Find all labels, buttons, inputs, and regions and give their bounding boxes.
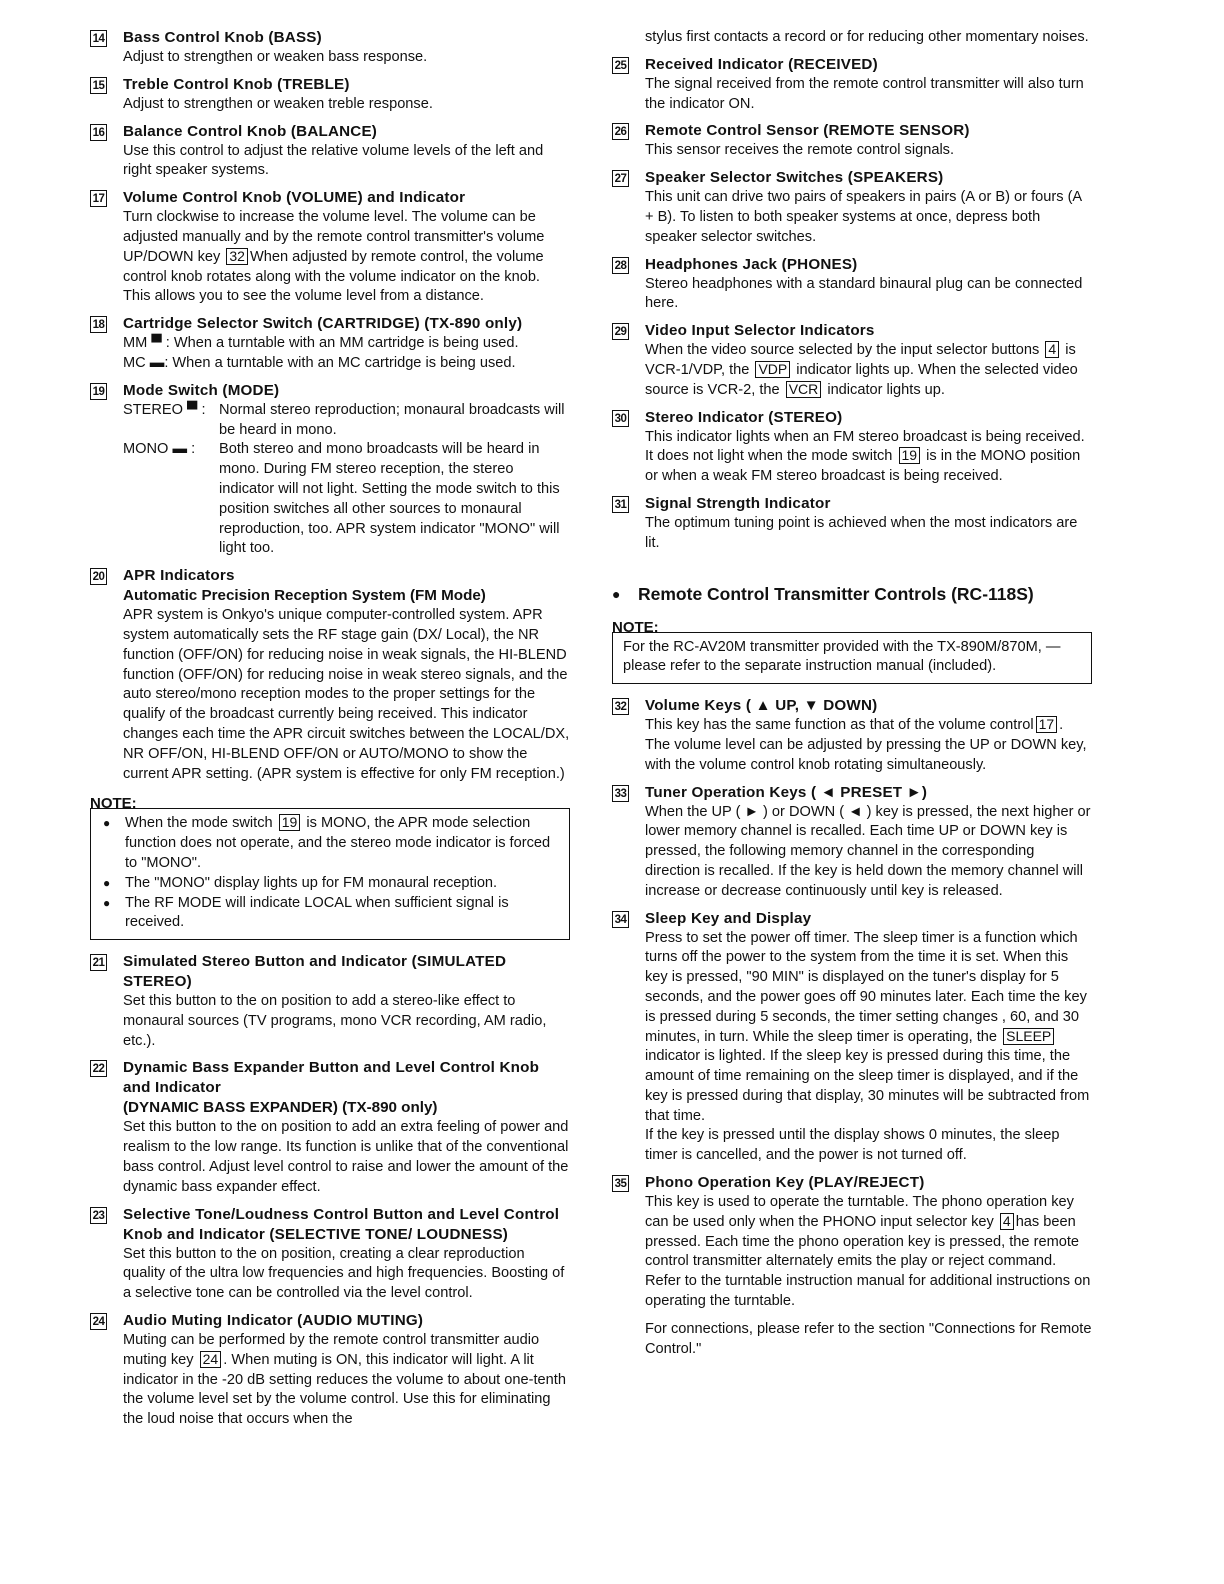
item-number: 26 — [612, 123, 629, 140]
item-speakers — [612, 168, 1092, 247]
note-heading: NOTE: — [612, 618, 1092, 638]
item-video-input — [612, 321, 1092, 400]
item-number: 24 — [90, 1313, 107, 1330]
item-text: The optimum tuning point is achieved when the most indicators are lit. — [645, 514, 1078, 551]
option-row — [123, 440, 570, 559]
item-received — [612, 55, 1092, 115]
item-title: Selective Tone/Loudness Control Button and Level Control Knob and Indicator (SELECTIVE TONE/ LOUDNESS) — [123, 1205, 560, 1243]
reference-box: 17 — [1036, 716, 1058, 733]
item-audio-muting — [90, 1311, 570, 1430]
item-title: Sleep Key and Display — [645, 909, 812, 927]
reference-box: SLEEP — [1003, 1028, 1054, 1045]
item-number: 18 — [90, 316, 107, 333]
item-number: 30 — [612, 410, 629, 427]
section-heading: ● Remote Control Transmitter Controls (RC-118S) — [612, 583, 1034, 604]
item-number: 21 — [90, 954, 107, 971]
item-text: Set this button to the on position to add a stereo-like effect to monaural sources (TV programs, mono VCR recording, AM radio, etc.). — [123, 993, 547, 1049]
item-title: Headphones Jack (PHONES) — [645, 255, 858, 273]
item-title: Balance Control Knob (BALANCE) — [123, 122, 378, 140]
item-remote-sensor — [612, 121, 1092, 161]
item-title: Cartridge Selector Switch (CARTRIDGE) (TX-890 only) — [123, 315, 523, 333]
note-bullet: ● The "MONO" display lights up for FM monaural reception. — [103, 874, 498, 891]
left-column — [90, 28, 570, 1437]
item-dynamic-bass — [90, 1058, 570, 1197]
note-bullet: ● The RF MODE will indicate LOCAL when sufficient signal is received. — [103, 894, 509, 931]
item-title: Bass Control Knob (BASS) — [123, 29, 322, 46]
item-number: 32 — [612, 698, 629, 715]
item-title: Signal Strength Indicator — [645, 494, 831, 512]
item-title: Received Indicator (RECEIVED) — [645, 55, 878, 73]
item-text: This unit can drive two pairs of speakers in pairs (A or B) or fours (A + B). To listen to both speaker systems at once, depress both speaker selector switches. — [645, 189, 1082, 245]
item-stereo-indicator — [612, 408, 1092, 487]
item-text: The signal received from the remote control transmitter will also turn the indicator ON. — [645, 75, 1084, 112]
item-volume — [90, 188, 570, 307]
option-text: When a turntable with an MC cartridge is being used. — [172, 354, 516, 371]
item-title: Phono Operation Key (PLAY/REJECT) — [645, 1174, 925, 1192]
item-number: 29 — [612, 323, 629, 340]
reference-box: 4 — [1000, 1213, 1014, 1230]
item-text: If the key is pressed until the display shows 0 minutes, the sleep timer is cancelled, and the power is not turned off. — [645, 1127, 1060, 1164]
item-number: 33 — [612, 785, 629, 802]
item-treble — [90, 75, 570, 115]
reference-box: 32 — [226, 248, 248, 265]
item-number: 19 — [90, 383, 107, 400]
note-heading: NOTE: — [90, 794, 570, 814]
item-subtitle: Automatic Precision Reception System (FM Mode) — [123, 587, 486, 605]
item-title: Tuner Operation Keys ( ◄ PRESET ►) — [645, 783, 928, 801]
reference-box: 24 — [200, 1351, 222, 1368]
item-apr — [90, 566, 570, 784]
item-text: This indicator lights when an FM stereo broadcast is being received. It does not light when the mode switch 19 is in the MONO position or when a weak FM stereo broadcast is being received. — [645, 428, 1085, 485]
item-title: Volume Keys ( ▲ UP, ▼ DOWN) — [645, 697, 878, 715]
reference-box: 19 — [899, 447, 921, 464]
option-label: MM ▀ : — [123, 335, 170, 352]
item-number: 14 — [90, 30, 107, 47]
item-text: Set this button to the on position to add an extra feeling of power and realism to the low range. Its function is unlike that of the conventional bass control. Adjust level control to raise and lower the amount of the dynamic bass expander effect. — [123, 1119, 569, 1195]
item-text: Adjust to strengthen or weaken bass response. — [123, 49, 428, 65]
item-selective-tone — [90, 1205, 570, 1304]
item-text: For connections, please refer to the section "Connections for Remote Control." — [645, 1320, 1092, 1357]
item-title: Speaker Selector Switches (SPEAKERS) — [645, 169, 944, 187]
note-box — [90, 808, 570, 940]
item-title: Video Input Selector Indicators — [645, 322, 875, 340]
item-text: Set this button to the on position, creating a clear reproduction quality of the ultra low frequencies and high frequencies. Boosting of a selective tone can be controlled via the level control. — [123, 1245, 565, 1302]
item-sleep — [612, 909, 1092, 1167]
item-volume-keys — [612, 696, 1092, 775]
item-text: Press to set the power off timer. The sleep timer is a function which turns off the power to the system from the time it is set. When this key is pressed, "90 MIN" is displayed on the tuner's display for 5 seconds, and the power goes off 90 minutes later. Each time the key is pressed during 5 seconds, the timer setting changes , 60, and 30 minutes, in turn. While the sleep timer is operating, the SLEEP indicator is lighted. If the sleep key is pressed during this time, the amount of time remaining on the sleep timer is displayed, and if the key is pressed during that display, 30 minutes will be subtracted from that time. — [645, 929, 1090, 1124]
option-row — [123, 401, 570, 441]
item-number: 28 — [612, 257, 629, 274]
reference-box: VDP — [755, 361, 790, 378]
item-text: Muting can be performed by the remote control transmitter audio muting key 24 . When muting is ON, this indicator will light. A lit indicator in the -20 dB setting reduces the volume to about one-tenth the volume level set by the volume control. Use this for eliminating the loud noise that occurs when the — [123, 1332, 566, 1428]
item-tuner-keys — [612, 783, 1092, 902]
continued-text — [612, 28, 1092, 48]
item-phono — [612, 1173, 1092, 1359]
option-row — [123, 354, 570, 374]
option-label: MC ▬: — [123, 354, 169, 371]
right-column — [612, 28, 1092, 1366]
item-simulated-stereo — [90, 952, 570, 1051]
item-number: 23 — [90, 1207, 107, 1224]
item-balance — [90, 122, 570, 182]
item-number: 25 — [612, 57, 629, 74]
item-title: Treble Control Knob (TREBLE) — [123, 75, 350, 93]
note-bullet: ● When the mode switch 19 is MONO, the APR mode selection function does not operate, and the stereo mode indicator is forced to "MONO". — [103, 814, 551, 871]
note-box — [612, 632, 1092, 685]
option-row — [123, 334, 570, 354]
item-number: 15 — [90, 77, 107, 94]
item-title: Mode Switch (MODE) — [123, 381, 280, 399]
item-title: Stereo Indicator (STEREO) — [645, 408, 843, 426]
item-mode — [90, 381, 570, 559]
item-text: This key has the same function as that of the volume control 17 . The volume level can be adjusted by pressing the UP or DOWN key, with the volume control knob rotating simultaneously. — [645, 716, 1087, 773]
option-label: MONO ▬ : — [123, 441, 196, 458]
option-text: Both stereo and mono broadcasts will be heard in mono. During FM stereo reception, the stereo indicator will not light. Setting the mode switch to this position switches all other sources to monaural reproduction, too. APR system indicator "MONO" will light too. — [219, 441, 560, 557]
item-number: 22 — [90, 1060, 107, 1077]
item-number: 34 — [612, 911, 629, 928]
item-number: 17 — [90, 190, 107, 207]
option-text: When a turntable with an MM cartridge is being used. — [173, 335, 519, 352]
item-number: 27 — [612, 170, 629, 187]
note-text: For the RC-AV20M transmitter provided with the TX-890M/870M, —please refer to the separate instruction manual (included). — [623, 638, 1061, 675]
item-text: Stereo headphones with a standard binaural plug can be connected here. — [645, 275, 1083, 312]
item-text: stylus first contacts a record or for reducing other momentary noises. — [645, 29, 1089, 45]
item-subtitle: (DYNAMIC BASS EXPANDER) (TX-890 only) — [123, 1099, 438, 1117]
item-title: Simulated Stereo Button and Indicator (SIMULATED STEREO) — [123, 953, 507, 991]
reference-box: VCR — [786, 381, 822, 398]
item-text: Adjust to strengthen or weaken treble response. — [123, 95, 433, 112]
item-bass — [90, 28, 570, 68]
option-text: Normal stereo reproduction; monaural broadcasts will be heard in mono. — [219, 401, 565, 438]
reference-box: 4 — [1045, 341, 1059, 358]
item-text: When the video source selected by the input selector buttons 4 is VCR-1/VDP, the VDP indicator lights up. When the selected video source is VCR-2, the VCR indicator lights up. — [645, 341, 1078, 398]
item-number: 16 — [90, 124, 107, 141]
item-number: 20 — [90, 568, 107, 585]
item-number: 35 — [612, 1175, 629, 1192]
item-title: Dynamic Bass Expander Button and Level Control Knob and Indicator — [123, 1059, 540, 1097]
item-text: Use this control to adjust the relative volume levels of the left and right speaker systems. — [123, 142, 544, 179]
option-label: STEREO ▀ : — [123, 401, 206, 418]
item-title: Remote Control Sensor (REMOTE SENSOR) — [645, 122, 970, 140]
item-phones — [612, 255, 1092, 315]
item-text: This key is used to operate the turntable. The phono operation key can be used only when the PHONO input selector key 4 has been pressed. Each time the phono operation key is pressed, the remote control transmitter alternately emits the play or reject command. Refer to the turntable instruction manual for additional instructions on operating the turntable. — [645, 1194, 1091, 1310]
item-title: Audio Muting Indicator (AUDIO MUTING) — [123, 1312, 424, 1330]
item-title: APR Indicators — [123, 567, 235, 585]
item-text: APR system is Onkyo's unique computer-controlled system. APR system automatically sets the RF stage gain (DX/ Local), the NR function (OFF/ON) for reducing noise in weak signals, the HI-BLEND function (OFF/ON) for reducing noise in weak stereo signals, and the auto stereo/mono reception modes to the proper settings for the qualify of the broadcast currently being received. This indicator changes each time the APR circuit switches between the LOCAL/DX, NR OFF/ON, HI-BLEND OFF/ON or AUTO/MONO to show the current APR setting. (APR system is effective for only FM reception.) — [123, 607, 570, 782]
item-text: This sensor receives the remote control signals. — [645, 142, 955, 159]
item-number: 31 — [612, 496, 629, 513]
item-cartridge — [90, 314, 570, 374]
item-text: Turn clockwise to increase the volume level. The volume can be adjusted manually and by the remote control transmitter's volume UP/DOWN key 32 When adjusted by remote control, the volume control knob rotates along with the volume indicator on the knob. This allows you to see the volume level from a distance. — [123, 209, 545, 305]
item-text: When the UP ( ► ) or DOWN ( ◄ ) key is pressed, the next higher or lower memory channel is recalled. Each time UP or DOWN key is pressed, the following memory channel in the corresponding direction is recalled. If the key is held down the memory channel will increase or decrease continuously until key is released. — [645, 803, 1091, 899]
item-signal-strength — [612, 494, 1092, 554]
reference-box: 19 — [279, 814, 301, 831]
item-title: Volume Control Knob (VOLUME) and Indicator — [123, 189, 466, 207]
